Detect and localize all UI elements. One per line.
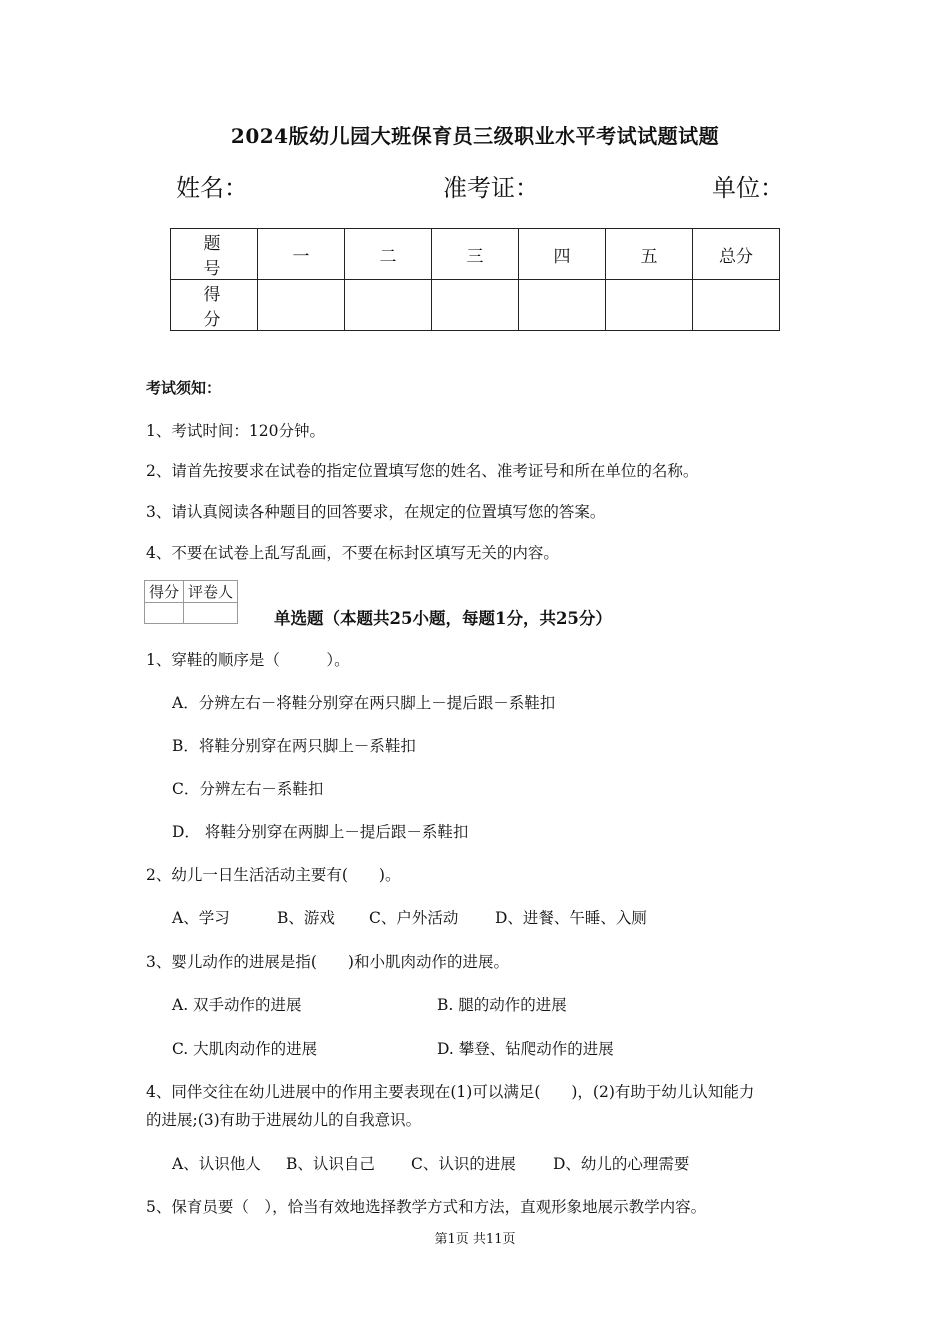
- grader-score-cell[interactable]: [145, 603, 184, 624]
- exam-title: 2024版幼儿园大班保育员三级职业水平考试试题试题: [230, 124, 720, 148]
- score-table-header-cell: 总分: [693, 229, 780, 280]
- exam-number-field-label: 准考证：: [443, 174, 539, 202]
- score-table-header-cell: 一: [258, 229, 345, 280]
- option-a: A、认识他人: [172, 1155, 261, 1173]
- option-b: B、游戏: [277, 909, 335, 927]
- score-cell[interactable]: [432, 280, 519, 331]
- question-stem-continued: 的进展;(3)有助于进展幼儿的自我意识。: [146, 1111, 422, 1129]
- score-cell[interactable]: [693, 280, 780, 331]
- option-b: B. 腿的动作的进展: [437, 996, 567, 1014]
- score-cell[interactable]: [606, 280, 693, 331]
- question-stem: 2、幼儿一日生活活动主要有( )。: [146, 866, 401, 884]
- grader-box: [144, 580, 238, 624]
- grader-reviewer-label: 评卷人: [184, 581, 238, 603]
- grader-reviewer-cell[interactable]: [184, 603, 238, 624]
- name-field-label: 姓名：: [176, 174, 248, 202]
- notice-heading: 考试须知：: [146, 379, 222, 397]
- score-table-score-row: [171, 280, 780, 331]
- page-footer: 第1页 共11页: [434, 1232, 516, 1247]
- score-table-header-cell: 三: [432, 229, 519, 280]
- grader-score-label: 得分: [145, 581, 184, 603]
- option-b: B．将鞋分别穿在两只脚上－系鞋扣: [172, 737, 416, 755]
- option-b: B、认识自己: [286, 1155, 375, 1173]
- score-cell[interactable]: [258, 280, 345, 331]
- question-stem: 5、保育员要（ ），恰当有效地选择教学方式和方法，直观形象地展示教学内容。: [146, 1198, 707, 1216]
- option-d: D、进餐、午睡、入厕: [495, 909, 647, 927]
- score-table-header-cell: 题 号: [171, 229, 258, 280]
- score-row-label: 得 分: [171, 280, 258, 331]
- notice-item: 3、请认真阅读各种题目的回答要求，在规定的位置填写您的答案。: [146, 503, 606, 521]
- notice-item: 1、考试时间：120分钟。: [146, 422, 325, 440]
- score-cell[interactable]: [519, 280, 606, 331]
- question-stem: 3、婴儿动作的进展是指( )和小肌肉动作的进展。: [146, 953, 509, 971]
- notice-item: 4、不要在试卷上乱写乱画，不要在标封区填写无关的内容。: [146, 544, 559, 562]
- option-c: C、户外活动: [369, 909, 459, 927]
- unit-field-label: 单位：: [712, 174, 784, 202]
- score-table: [170, 228, 780, 331]
- score-table-header-cell: 二: [345, 229, 432, 280]
- question-stem: 1、穿鞋的顺序是（ ）。: [146, 651, 350, 669]
- option-c: C、认识的进展: [411, 1155, 516, 1173]
- option-a: A．分辨左右－将鞋分别穿在两只脚上－提后跟－系鞋扣: [172, 694, 556, 712]
- option-d: D. 攀登、钻爬动作的进展: [437, 1040, 614, 1058]
- question-stem: 4、同伴交往在幼儿进展中的作用主要表现在(1)可以满足( )，(2)有助于幼儿认知能力: [146, 1083, 755, 1101]
- option-a: A、学习: [172, 909, 230, 927]
- notice-item: 2、请首先按要求在试卷的指定位置填写您的姓名、准考证号和所在单位的名称。: [146, 462, 699, 480]
- score-table-header-cell: 四: [519, 229, 606, 280]
- option-d: D． 将鞋分别穿在两脚上－提后跟－系鞋扣: [172, 823, 469, 841]
- score-cell[interactable]: [345, 280, 432, 331]
- section-title: 单选题（本题共25小题，每题1分，共25分）: [274, 609, 612, 628]
- option-c: C．分辨左右－系鞋扣: [172, 780, 324, 798]
- option-c: C. 大肌肉动作的进展: [172, 1040, 318, 1058]
- option-d: D、幼儿的心理需要: [553, 1155, 690, 1173]
- score-table-header-cell: 五: [606, 229, 693, 280]
- option-a: A. 双手动作的进展: [172, 996, 302, 1014]
- score-table-header-row: [171, 229, 780, 280]
